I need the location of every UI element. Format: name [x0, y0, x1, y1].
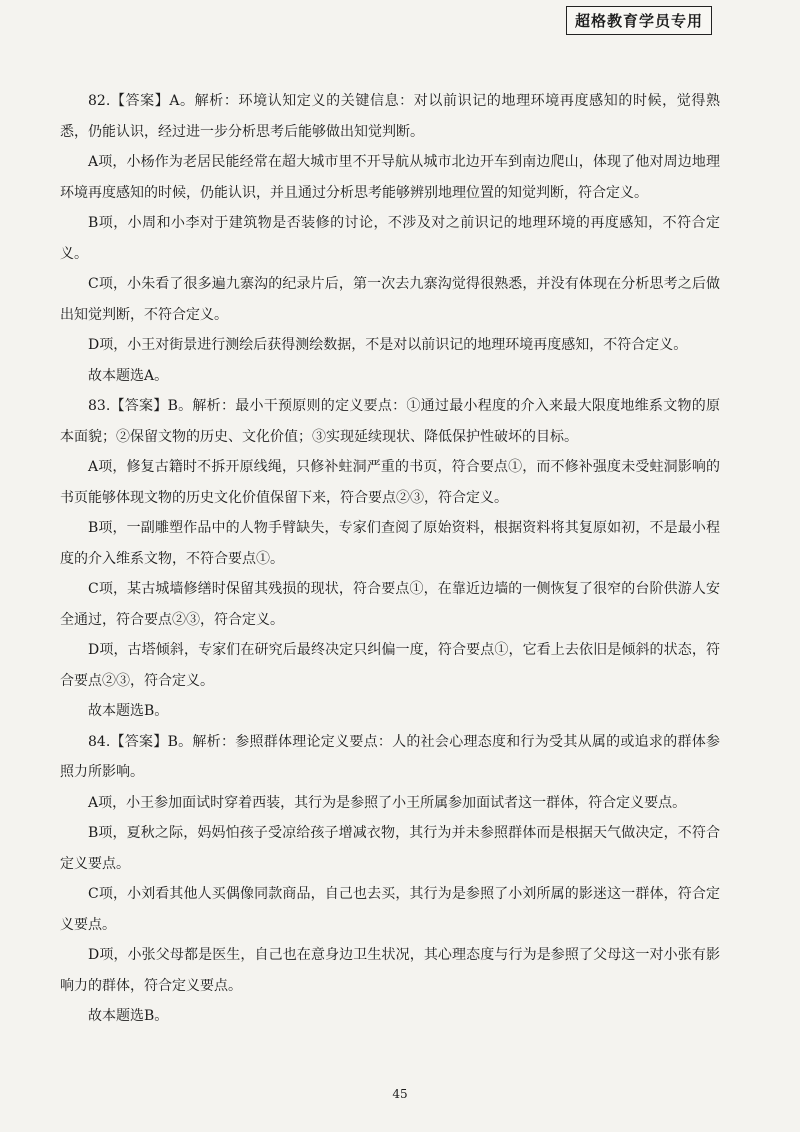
- paragraph-q82-option-d: D项，小王对街景进行测绘后获得测绘数据，不是对以前识记的地理环境再度感知，不符合定义。: [88, 337, 688, 353]
- paragraph-q84-option-c: C项，小刘看其他人买偶像同款商品，自己也去买，其行为是参照了小刘所属的影迷这一群体，符合定义要点。: [60, 886, 720, 933]
- paragraph-q84-option-b: B项，夏秋之际，妈妈怕孩子受凉给孩子增减衣物，其行为并未参照群体而是根据天气做决定，不符合定义要点。: [60, 825, 720, 872]
- answer-content: [60, 86, 720, 1032]
- paragraph-q84-conclusion: 故本题选B。: [88, 1008, 169, 1024]
- page-number: 45: [392, 1087, 408, 1101]
- paragraph-q82-answer: 82.【答案】A。解析：环境认知定义的关键信息：对以前识记的地理环境再度感知的时候，觉得熟悉，仍能认识，经过进一步分析思考后能够做出知觉判断。: [60, 93, 720, 140]
- paragraph-q83-conclusion: 故本题选B。: [88, 703, 169, 719]
- paragraph-q84-option-d: D项，小张父母都是医生，自己也在意身边卫生状况，其心理态度与行为是参照了父母这一对小张有影响力的群体，符合定义要点。: [60, 947, 720, 994]
- paragraph-q83-answer: 83.【答案】B。解析：最小干预原则的定义要点：①通过最小程度的介入来最大限度地维系文物的原本面貌；②保留文物的历史、文化价值；③实现延续现状、降低保护性破坏的目标。: [60, 398, 720, 445]
- paragraph-q84-option-a: A项，小王参加面试时穿着西装，其行为是参照了小王所属参加面试者这一群体，符合定义要点。: [88, 794, 687, 811]
- paragraph-q83-option-b: B项，一副雕塑作品中的人物手臂缺失，专家们查阅了原始资料，根据资料将其复原如初，不是最小程度的介入维系文物，不符合要点①。: [60, 520, 720, 567]
- paragraph-q83-option-d: D项，古塔倾斜，专家们在研究后最终决定只纠偏一度，符合要点①，它看上去依旧是倾斜的状态，符合要点②③，符合定义。: [60, 642, 720, 689]
- header-label: 超格教育学员专用: [566, 6, 712, 35]
- paragraph-q82-option-c: C项，小朱看了很多遍九寨沟的纪录片后，第一次去九寨沟觉得很熟悉，并没有体现在分析思考之后做出知觉判断，不符合定义。: [60, 276, 720, 323]
- paragraph-q83-option-a: A项，修复古籍时不拆开原线绳，只修补蛀洞严重的书页，符合要点①，而不修补强度未受蛀洞影响的书页能够体现文物的历史文化价值保留下来，符合要点②③，符合定义。: [60, 459, 720, 506]
- paragraph-q82-conclusion: 故本题选A。: [88, 367, 169, 384]
- paragraph-q82-option-b: B项，小周和小李对于建筑物是否装修的讨论，不涉及对之前识记的地理环境的再度感知，不符合定义。: [60, 215, 720, 262]
- paragraph-q82-option-a: A项，小杨作为老居民能经常在超大城市里不开导航从城市北边开车到南边爬山，体现了他对周边地理环境再度感知的时候，仍能认识，并且通过分析思考能够辨别地理位置的知觉判断，符合定义。: [60, 154, 720, 201]
- paragraph-q83-option-c: C项，某古城墙修缮时保留其残损的现状，符合要点①，在靠近边墙的一侧恢复了很窄的台阶供游人安全通过，符合要点②③，符合定义。: [60, 581, 720, 628]
- paragraph-q84-answer: 84.【答案】B。解析：参照群体理论定义要点：人的社会心理态度和行为受其从属的或追求的群体参照力所影响。: [60, 733, 720, 780]
